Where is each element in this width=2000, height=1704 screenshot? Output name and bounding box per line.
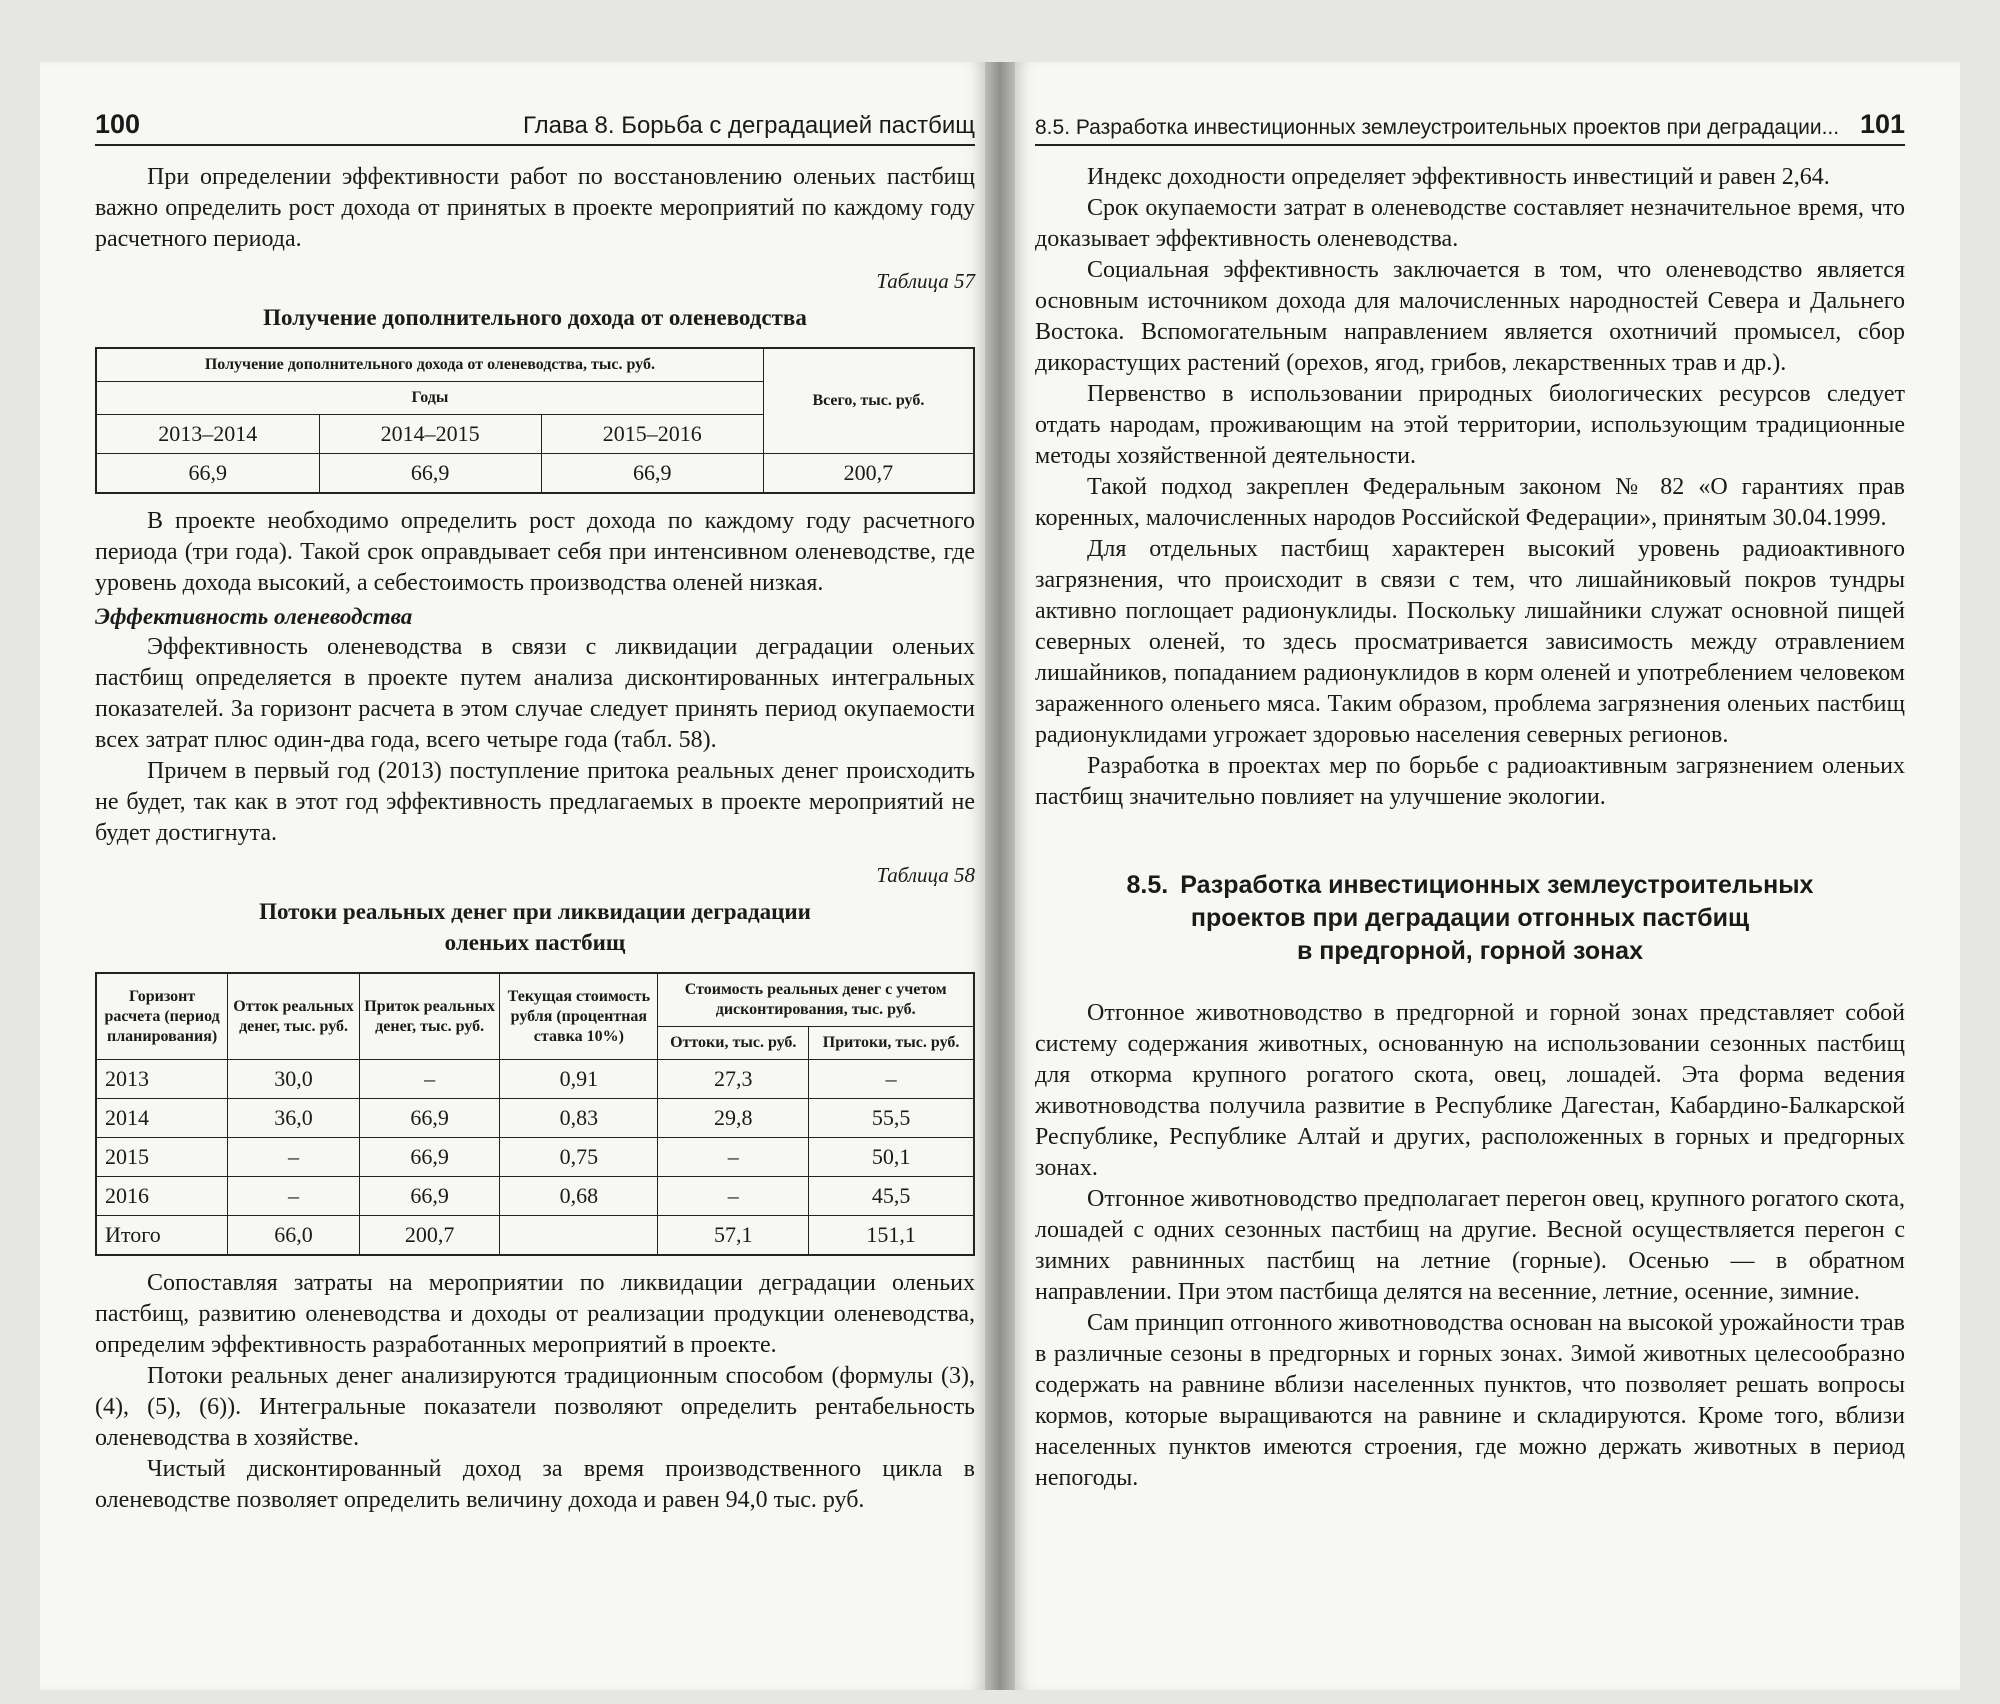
table-57-head-years: Годы: [96, 382, 763, 415]
table-row: [96, 1060, 974, 1099]
subheading: Эффективность оленеводства: [95, 604, 413, 629]
cell-d-in: 151,1: [809, 1216, 974, 1256]
table-58-head-inflow: Приток реальных денег, тыс. руб.: [359, 973, 499, 1060]
table-58-title: [95, 896, 975, 958]
page-number-right: 101: [1859, 109, 1905, 139]
cell-inflow: 66,9: [359, 1177, 499, 1216]
section-heading: [1035, 869, 1905, 968]
cell-inflow: 200,7: [359, 1216, 499, 1256]
cell-year: 2015: [96, 1138, 228, 1177]
table-row: [96, 1177, 974, 1216]
paragraph: Первенство в использовании природных биологических ресурсов следует отдать народам, проживающим на этой территории, использующим традиционные методы хозяйственной деятельности.: [1035, 381, 1905, 469]
left-page-body: [95, 162, 975, 1516]
table-row: [96, 1138, 974, 1177]
cell-d-in: 45,5: [809, 1177, 974, 1216]
cell-outflow: –: [228, 1177, 360, 1216]
table-58-head-outflow: Отток реальных денег, тыс. руб.: [228, 973, 360, 1060]
section-title-line: Разработка инвестиционных землеустроительных: [1180, 871, 1814, 899]
running-title-right: 8.5. Разработка инвестиционных землеустроительных проектов при деградации...: [1035, 116, 1840, 139]
paragraph: Эффективность оленеводства в связи с ликвидации деградации оленьих пастбищ определяется в проекте путем анализа дисконтированных интегральных показателей. За горизонт расчета в этом случае следует принять период окупаемости всех затрат плюс один-два года, всего четыре года (табл. 58).: [95, 634, 975, 753]
cell-outflow: 36,0: [228, 1099, 360, 1138]
cell-rate: 0,83: [500, 1099, 658, 1138]
table-57-value: 66,9: [319, 454, 541, 494]
section-heading-line-1: [1035, 869, 1905, 902]
cell-rate: 0,91: [500, 1060, 658, 1099]
paragraph: Такой подход закреплен Федеральным законом № 82 «О гарантиях прав коренных, малочисленных народов Российской Федерации», принятым 30.04.1999.: [1035, 474, 1905, 531]
cell-year: 2013: [96, 1060, 228, 1099]
table-57-label: Таблица 57: [876, 269, 975, 293]
cell-d-out: –: [658, 1177, 809, 1216]
cell-d-out: 29,8: [658, 1099, 809, 1138]
table-57-head-total: Всего, тыс. руб.: [763, 348, 974, 454]
cell-d-out: –: [658, 1138, 809, 1177]
page-number-left: 100: [95, 109, 141, 139]
paragraph: Сам принцип отгонного животноводства основан на высокой урожайности трав в различные сезоны в предгорных и горных зонах. Зимой животных целесообразно содержать на равнине вблизи населенных пунктов, что позволяет решать вопросы кормов, которые выращиваются на равнине и складируются. Кроме того, вблизи населенных пунктов имеются строения, где можно держать животных в период непогоды.: [1035, 1310, 1905, 1491]
cell-inflow: –: [359, 1060, 499, 1099]
table-58-label: Таблица 58: [876, 863, 975, 887]
table-58-head-horizon: Горизонт расчета (период планирования): [96, 973, 228, 1060]
cell-rate: [500, 1216, 658, 1256]
paragraph: Для отдельных пастбищ характерен высокий уровень радиоактивного загрязнения, что происходит в связи с тем, что лишайниковый покров тундры активно поглощает радионуклиды. Поскольку лишайники служат основной пищей северных оленей, то здесь просматривается зависимость между отравлением лишайников, попаданием радионуклидов в корм оленей и употреблением человеком зараженного оленьего мяса. Таким образом, проблема загрязнения оленьих пастбищ радионуклидами угрожает здоровью населения северных регионов.: [1035, 536, 1905, 748]
table-58-head-rate: Текущая стоимость рубля (процентная ставка 10%): [500, 973, 658, 1060]
paragraph: Разработка в проектах мер по борьбе с радиоактивным загрязнением оленьих пастбищ значительно повлияет на улучшение экологии.: [1035, 753, 1905, 810]
section-title-line: в предгорной, горной зонах: [1296, 937, 1643, 965]
table-57-year: 2014–2015: [319, 415, 541, 454]
table-57-value: 66,9: [96, 454, 319, 494]
cell-rate: 0,75: [500, 1138, 658, 1177]
section-number: 8.5.: [1126, 871, 1169, 899]
cell-year: 2014: [96, 1099, 228, 1138]
table-58-title-line: Потоки реальных денег при ликвидации деградации: [259, 899, 811, 924]
cell-outflow: 30,0: [228, 1060, 360, 1099]
paragraph: Индекс доходности определяет эффективность инвестиций и равен 2,64.: [1087, 164, 1830, 190]
paragraph: Социальная эффективность заключается в том, что оленеводство является основным источником дохода для малочисленных народностей Севера и Дальнего Востока. Вспомогательным направлением является охотничий промысел, сбор дикорастущих растений (орехов, ягод, грибов, лекарственных трав и др.).: [1035, 257, 1905, 376]
table-58-head-inflows: Притоки, тыс. руб.: [809, 1027, 974, 1060]
paragraph: Сопоставляя затраты на мероприятии по ликвидации деградации оленьих пастбищ, развитию оленеводства и доходы от реализации продукции оленеводства, определим эффективность разработанных мероприятий в проекте.: [95, 1270, 975, 1358]
table-57-value: 66,9: [541, 454, 763, 494]
paragraph: Отгонное животноводство предполагает перегон овец, крупного рогатого скота, лошадей с одних сезонных пастбищ на другие. Весной осуществляется перегон с зимних равнинных пастбищ на летние (горные). Осенью — в обратном направлении. При этом пастбища делятся на весенние, летние, осенние, зимние.: [1035, 1186, 1905, 1305]
table-58: [95, 972, 975, 1256]
cell-d-in: 55,5: [809, 1099, 974, 1138]
table-58-head-outflows: Оттоки, тыс. руб.: [658, 1027, 809, 1060]
table-57-year: 2015–2016: [541, 415, 763, 454]
paragraph: Потоки реальных денег анализируются традиционным способом (формулы (3), (4), (5), (6)). Интегральные показатели позволяют определить рентабельность оленеводства в хозяйстве.: [95, 1363, 975, 1451]
table-57-title: Получение дополнительного дохода от оленеводства: [263, 305, 807, 330]
cell-d-in: 50,1: [809, 1138, 974, 1177]
cell-d-in: –: [809, 1060, 974, 1099]
left-page: [40, 62, 985, 1690]
cell-inflow: 66,9: [359, 1099, 499, 1138]
right-page-body: [1035, 162, 1905, 1494]
book-gutter: [985, 62, 1015, 1690]
table-row-total: [96, 1216, 974, 1256]
running-title-left: Глава 8. Борьба с деградацией пастбищ: [523, 112, 975, 139]
cell-d-out: 57,1: [658, 1216, 809, 1256]
cell-rate: 0,68: [500, 1177, 658, 1216]
table-57: [95, 347, 975, 494]
cell-year: Итого: [96, 1216, 228, 1256]
cell-inflow: 66,9: [359, 1138, 499, 1177]
right-page: [1015, 62, 1960, 1690]
cell-outflow: –: [228, 1138, 360, 1177]
running-header-left: [95, 106, 975, 146]
table-58-head-discounted: Стоимость реальных денег с учетом дисконтирования, тыс. руб.: [658, 973, 974, 1027]
paragraph: Причем в первый год (2013) поступление притока реальных денег происходить не будет, так как в этот год эффективность предлагаемых в проекте мероприятий не будет достигнута.: [95, 758, 975, 846]
table-57-head-main: Получение дополнительного дохода от оленеводства, тыс. руб.: [96, 348, 763, 382]
table-57-year: 2013–2014: [96, 415, 319, 454]
cell-outflow: 66,0: [228, 1216, 360, 1256]
paragraph: В проекте необходимо определить рост дохода по каждому году расчетного периода (три года). Такой срок оправдывает себя при интенсивном оленеводстве, где уровень дохода высокий, а себестоимость производства оленей низкая.: [95, 508, 975, 596]
cell-d-out: 27,3: [658, 1060, 809, 1099]
paragraph: Чистый дисконтированный доход за время производственного цикла в оленеводстве позволяет определить величину дохода и равен 94,0 тыс. руб.: [95, 1456, 975, 1513]
table-58-title-line: оленьих пастбищ: [444, 930, 626, 955]
paragraph: При определении эффективности работ по восстановлению оленьих пастбищ важно определить рост дохода от принятых в проекте мероприятий по каждому году расчетного периода.: [95, 164, 975, 252]
paragraph: Срок окупаемости затрат в оленеводстве составляет незначительное время, что доказывает эффективность оленеводства.: [1035, 195, 1905, 252]
table-57-total: 200,7: [763, 454, 974, 494]
running-header-right: [1035, 106, 1905, 146]
paragraph: Отгонное животноводство в предгорной и горной зонах представляет собой систему содержания животных, основанную на использовании сезонных пастбищ для откорма крупного рогатого скота, овец, лошадей. Эта форма ведения животноводства получила развитие в Республике Дагестан, Кабардино-Балкарской Республике, Республике Алтай и других, расположенных в горных и предгорных зонах.: [1035, 1000, 1905, 1181]
cell-year: 2016: [96, 1177, 228, 1216]
table-row: [96, 1099, 974, 1138]
section-title-line: проектов при деградации отгонных пастбищ: [1190, 904, 1750, 932]
